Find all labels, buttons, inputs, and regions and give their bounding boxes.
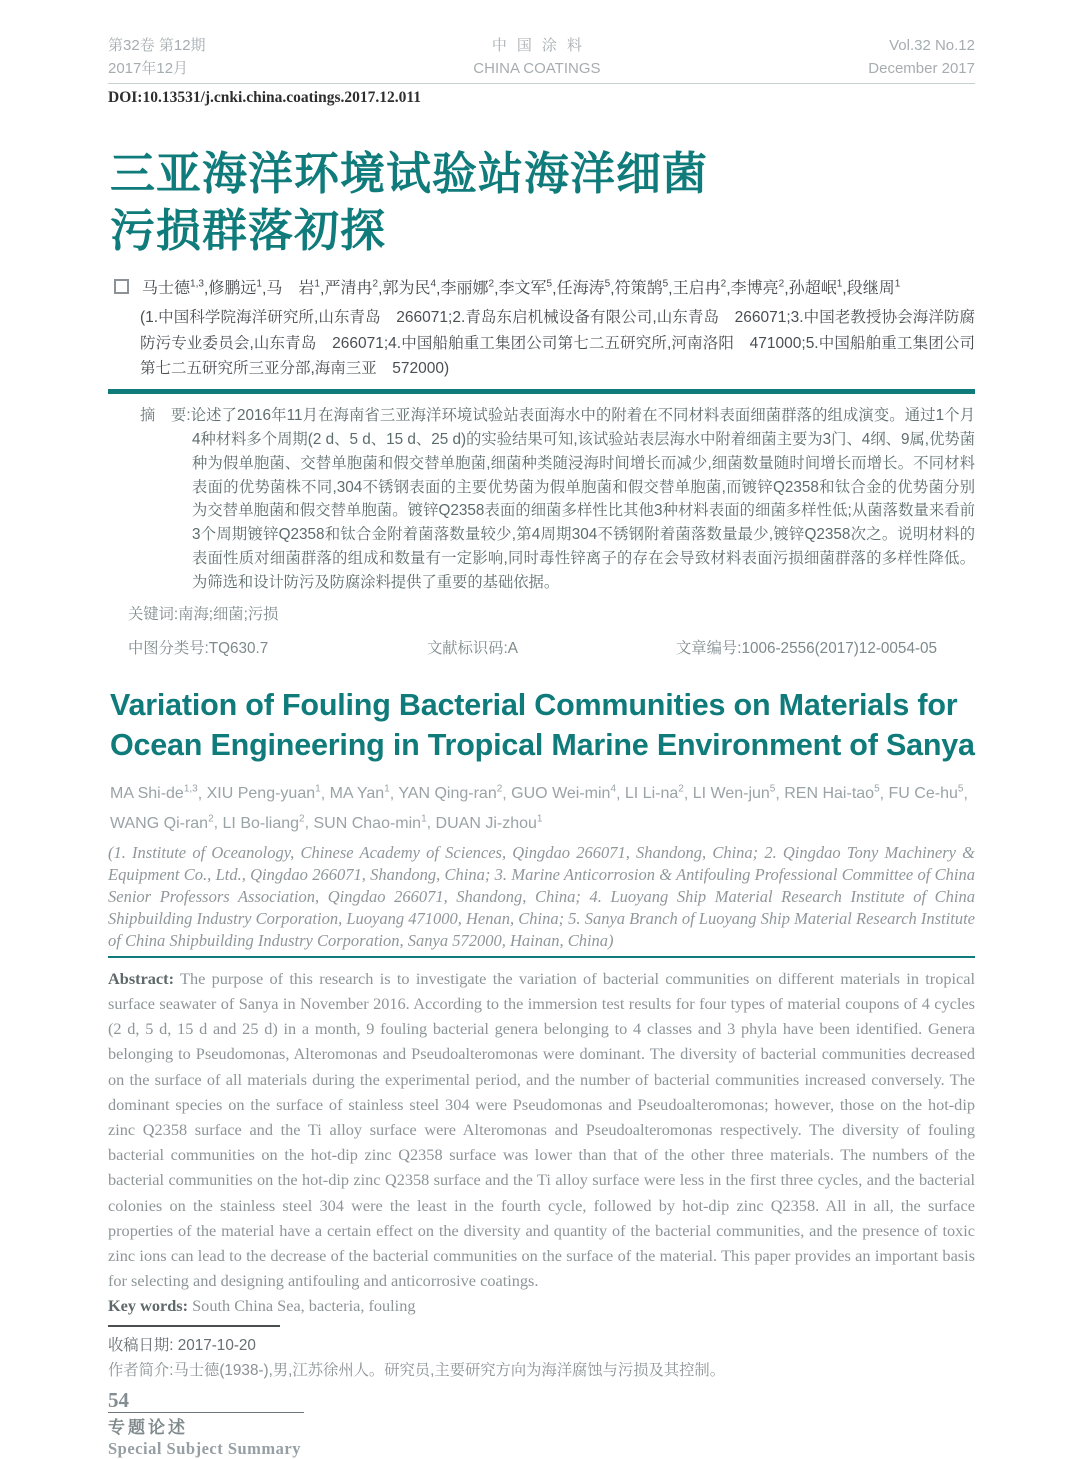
keywords-text-en: South China Sea, bacteria, fouling bbox=[192, 1296, 416, 1316]
author-name: 李丽娜$^2$ bbox=[440, 279, 495, 298]
author-name: 修鹏远$^1$ bbox=[208, 279, 262, 298]
date-en: December 2017 bbox=[868, 60, 975, 77]
author-name: 任海涛$^5$ bbox=[556, 279, 611, 298]
author-marker-icon bbox=[114, 279, 129, 294]
author-name: 孙超岷$^1$ bbox=[788, 279, 843, 298]
header-volume-issue-en bbox=[868, 34, 975, 80]
keywords-text-cn: 南海;细菌;污损 bbox=[178, 606, 279, 624]
abstract-en bbox=[108, 966, 975, 1294]
author-name: XIU Peng-yuan$^1$ bbox=[206, 784, 321, 803]
author-name: 符策鹄$^5$ bbox=[614, 279, 669, 298]
author-name: WANG Qi-ran$^2$ bbox=[110, 813, 214, 832]
author-name: FU $Ce-hu^5$ bbox=[888, 784, 964, 803]
author-name: MA Yan$^1$ bbox=[329, 784, 390, 803]
keywords-label-en: Key words: bbox=[108, 1296, 189, 1316]
author-name: 严清冉$^2$ bbox=[324, 279, 379, 298]
abstract-text-en: The purpose of this research is to investigate the variation of bacterial communities on different materials in tropical surface seawater of Sanya in November 2016. According to the immersion test results for four types of material coupons of 4 cycles (2 d, 5 d, 15 d and 25 d) in a month, 9 fouling bacterial genera belonging to 4 classes and 3 phyla have been identified. Genera belonging to Pseudomonas, Alteromonas and Pseudoalteromonas were dominant. The diversity of bacterial communities decreased on the surface of all materials during the experimental period, and the number of bacterial communities increased conversely. The dominant species on the surface of stainless steel 304 were Pseudomonas and Pseudoalteromonas; however, those on the hot-dip zinc Q2358 surface and the Ti alloy surface were Alteromonas and Pseudoalteromonas respectively. The diversity of fouling bacterial communities on the hot-dip zinc Q2358 surface was lower than that of the other three materials. The numbers of the bacterial communities on the hot-dip zinc Q2358 surface and the Ti alloy surface were less in the first three cycles, and the bacterial colonies on the stainless steel 304 were the least in the fourth cycle, followed by hot-dip zinc Q2358. All in all, the surface properties of the material have a certain effect on the diversity and quantity of the bacterial communities, and the presence of toxic zinc ions can lead to the decrease of the bacterial communities on the surface of the material. This paper provides an important basis for selecting and designing antifouling and anticorrosive coatings. bbox=[108, 968, 975, 1291]
document-code: 文献标识码:A bbox=[427, 640, 518, 658]
abstract-label-cn: 摘 要: bbox=[140, 406, 191, 424]
author-name: DUAN Ji-zhou$^1$ bbox=[435, 813, 543, 832]
journal-name bbox=[473, 34, 600, 80]
author-name: 李博亮$^2$ bbox=[730, 279, 785, 298]
affiliations-cn: (1.中国科学院海洋研究所,山东青岛 266071;2.青岛东启机械设备有限公司,山东青岛 266071;3.中国老教授协会海洋防腐防污专业委员会,山东青岛 266071;4.中国船舶重工集团公司第七二五研究所,河南洛阳 471000;5.中国船舶重工集团公司第七二五研究所三亚分部,海南三亚 572000) bbox=[140, 309, 975, 378]
journal-name-en: CHINA COATINGS bbox=[473, 60, 601, 77]
author-name: 马士德$^{1,3}$ bbox=[142, 279, 204, 298]
journal-name-cn: 中国涂料 bbox=[491, 37, 592, 54]
author-name: LI Bo-liang$^2$ bbox=[222, 813, 305, 832]
page-footer bbox=[108, 1389, 975, 1459]
author-list-cn: 马士德$^{1,3}$,修鹏远$^1$,马 岩$^1$,严清冉$^2$,郭为民$^4$,李丽娜$^2$,李文军$^5$,任海涛$^5$,符策鹄$^5$,王启冉$^2$,李博亮$^2$,孙超岷$^1$,段继周$^1$ bbox=[142, 279, 901, 298]
column-title-en: Special Subject Summary bbox=[108, 1438, 301, 1458]
author-name: 李文军$^5$ bbox=[498, 279, 553, 298]
date-cn: 2017年12月 bbox=[108, 60, 189, 77]
keywords-cn bbox=[128, 603, 975, 627]
abstract-text-cn: 论述了2016年11月在海南省三亚海洋环境试验站表面海水中的附着在不同材料表面细菌群落的组成演变。通过1个月4种材料多个周期(2 d、5 d、15 d、25 d)的实验结果可知,该试验站表层海水中附着细菌主要为3门、4纲、9属,优势菌种为假单胞菌、交替单胞菌和假交替单胞菌,细菌种类随浸海时间增长而减少,细菌数量随时间增长而增长。不同材料表面的优势菌株不同,304不锈钢表面的主要优势菌为假单胞菌和假交替单胞菌,而镀锌Q2358和钛合金的优势菌分别为交替单胞菌和假交替单胞菌。镀锌Q2358表面的细菌多样性比其他3种材料表面的细菌多样性低;从菌落数量来看前3个周期镀锌Q2358和钛合金附着菌落数量较少,第4周期304不锈钢附着菌落数量最少,镀锌Q2358次之。说明材料的表面性质对细菌群落的组成和数量有一定影响,同时毒性锌离子的存在会导致材料表面污损细菌群落的多样性降低。为筛选和设计防污及防腐涂料提供了重要的基础依据。 bbox=[190, 406, 975, 592]
article-number: 文章编号:1006-2556(2017)12-0054-05 bbox=[676, 640, 938, 658]
abstract-label-en: Abstract: bbox=[108, 968, 175, 988]
author-name: 段继周$^1$ bbox=[846, 279, 901, 298]
received-date: 收稿日期: 2017-10-20 bbox=[108, 1336, 256, 1354]
page-number: 54 bbox=[108, 1387, 129, 1412]
article-meta-row bbox=[128, 637, 975, 661]
author-name: 王启冉$^2$ bbox=[672, 279, 727, 298]
author-name: MA Shi-de$^{1,3}$ bbox=[110, 784, 198, 803]
volume-issue-en: Vol.32 No.12 bbox=[889, 37, 975, 54]
footnote-divider bbox=[108, 1325, 280, 1327]
keywords-label-cn: 关键词: bbox=[128, 606, 179, 624]
footnote-block bbox=[108, 1325, 975, 1383]
abstract-cn bbox=[140, 404, 975, 595]
header-volume-issue-cn bbox=[108, 34, 206, 80]
affiliations-en: (1. Institute of Oceanology, Chinese Academy of Sciences, Qingdao 266071, Shandong, China; 2. Qingdao Tony Machinery & Equipment Co., Ltd., Qingdao 266071, Shandong, China; 3. Marine Anticorrosion & Antifouling Professional Committee of China Senior Professors Association, Qingdao 266071, Shandong, China; 4. Luoyang Ship Material Research Institute of China Shipbuilding Industry Corporation, Luoyang 471000, Henan, China; 5. Sanya Branch of Luoyang Ship Material Research Institute of China Shipbuilding Industry Corporation, Sanya 572000, Hainan, China) bbox=[108, 842, 975, 950]
author-bio: 作者简介:马士德(1938-),男,江苏徐州人。研究员,主要研究方向为海洋腐蚀与污损及其控制。 bbox=[108, 1361, 726, 1379]
author-name: LI $Li-na^2$ bbox=[624, 784, 684, 803]
author-name: YAN Qing-ran$^2$ bbox=[398, 784, 503, 803]
volume-issue-cn: 第32卷 第12期 bbox=[108, 37, 206, 54]
author-name: SUN Chao-$\min^1$ bbox=[313, 813, 427, 832]
teal-divider-bar bbox=[108, 389, 975, 394]
author-line-cn bbox=[114, 273, 975, 301]
journal-header bbox=[108, 34, 975, 84]
author-name: REN Hai-tao$^5$ bbox=[784, 784, 880, 803]
article-title-cn-line2: 污损群落初探 bbox=[110, 205, 387, 256]
article-title-cn-line1: 三亚海洋环境试验站海洋细菌 bbox=[110, 148, 709, 199]
author-name: LI Wen-jun$^5$ bbox=[692, 784, 776, 803]
author-name: 郭为民$^4$ bbox=[382, 279, 437, 298]
keywords-en bbox=[108, 1293, 975, 1318]
column-title-cn: 专题论述 bbox=[108, 1417, 188, 1437]
page-number-rule bbox=[108, 1412, 304, 1413]
teal-divider-line bbox=[108, 956, 975, 958]
doi-text: DOI:10.13531/j.cnki.china.coatings.2017.12.011 bbox=[108, 89, 422, 106]
clc-number: 中图分类号:TQ630.7 bbox=[128, 640, 269, 658]
article-title-en: Variation of Fouling Bacterial Communities on Materials for Ocean Engineering in Tropical Marine Environment of Sanya bbox=[110, 688, 975, 763]
author-name: 马 岩$^1$ bbox=[266, 279, 320, 298]
author-name: GUO Wei-$\min^4$ bbox=[511, 784, 616, 803]
author-list-en: MA Shi-de$^{1,3}$, XIU Peng-yuan$^1$, MA Yan$^1$, YAN Qing-ran$^2$, GUO Wei-$\min^4$, LI $Li-na^2$, LI Wen-jun$^5$, REN Hai-tao$^5$, FU $Ce-hu^5$, WANG Qi-ran$^2$, LI Bo-liang$^2$, SUN Chao-$\min^1$, DUAN Ji-zhou$^1$ bbox=[110, 784, 968, 832]
article-title-cn bbox=[110, 145, 975, 259]
